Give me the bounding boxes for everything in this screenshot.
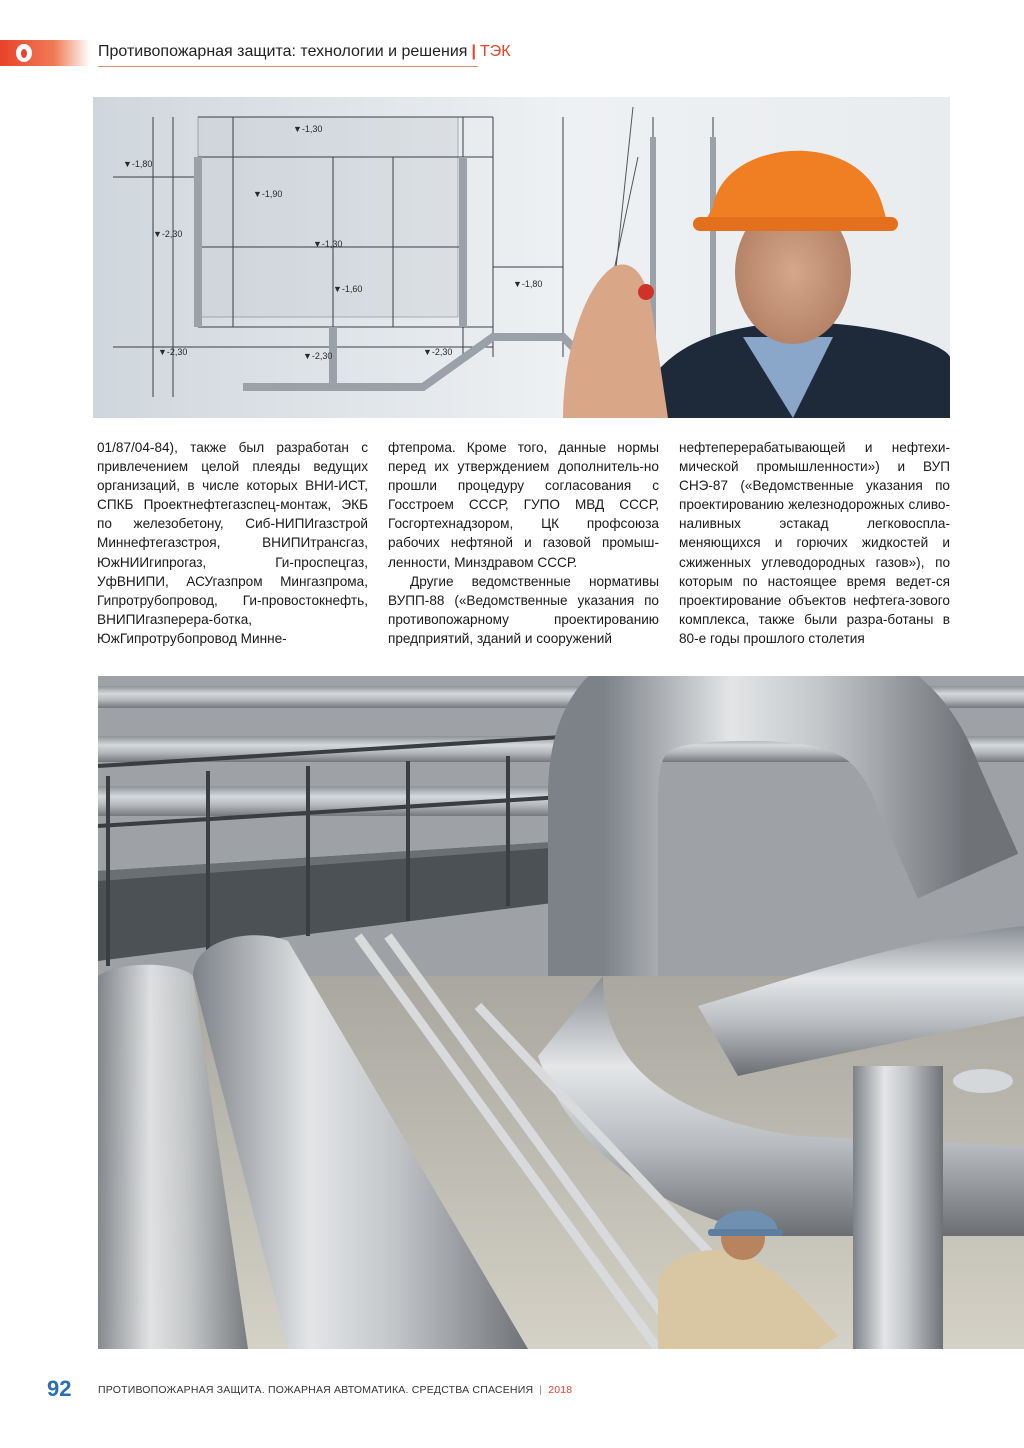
svg-text:▼-1,80: ▼-1,80 [123,159,153,169]
footer-year: 2018 [548,1384,573,1396]
text-column-2 [388,438,659,648]
svg-text:▼-2,30: ▼-2,30 [423,347,453,357]
svg-text:▼-2,30: ▼-2,30 [158,347,188,357]
flame-icon [16,44,32,62]
paragraph: 01/87/04-84), также был разработан с привлечением целой плеяды ведущих организаций, в числе которых ВНИ-ИСТ, СПКБ Проектнефтегазспец-монтаж, ЭКБ по железобетону, Сиб-НИПИгазстрой Миннефтегазстроя, ВНИПИтрансгаз, ЮжНИИгипрогаз, Ги-проспецгаз, УфВНИПИ, АСУгазпром Мингазпрома, Гипротрубопровод, Ги-провостокнефть, ВНИПИгазперера-ботка, ЮжГипротрубопровод Минне- [97,440,368,646]
page-header [0,40,1024,68]
paragraph: Другие ведомственные нормативы ВУПП-88 («Ведомственные указания по противопожарному проектированию предприятий, зданий и сооружений [388,573,659,646]
blueprint-illustration [93,97,950,418]
header-section: ТЭК [479,43,511,60]
text-column-1 [97,438,368,648]
header-title-line [98,43,511,61]
footer-separator: | [539,1384,543,1396]
page-number: 92 [47,1376,72,1401]
pipeline-illustration [98,676,1024,1349]
footer-journal: ПРОТИВОПОЖАРНАЯ ЗАЩИТА. ПОЖАРНАЯ АВТОМАТИКА. СРЕДСТВА СПАСЕНИЯ [98,1384,534,1396]
industrial-pipeline-photo [98,676,1024,1349]
svg-text:▼-1,30: ▼-1,30 [313,239,343,249]
paragraph: нефтеперерабатывающей и нефтехи-мической промышленности») и ВУП СНЭ-87 («Ведомственные указания по проектированию железнодорожных сливо-наливных эстакад легковоспла-меняющихся и горючих жидкостей и сжиженных углеводородных газов»), по которым по настоящее время ведет-ся проектирование объектов нефтега-зового комплекса, также были разра-ботаны в 80-е годы прошлого столетия [679,440,950,646]
page-footer [0,1374,1024,1404]
paragraph: фтепрома. Кроме того, данные нормы перед их утверждением дополнитель-но прошли процедуру согласования с Госстроем СССР, ГУПО МВД СССР, Госгортехнадзором, ЦК профсоюза рабочих нефтяной и газовой промыш-ленности, Минздравом СССР. [388,440,659,570]
svg-text:▼-1,80: ▼-1,80 [513,279,543,289]
header-underline [98,66,478,67]
header-title: Противопожарная защита: технологии и решения [98,43,468,60]
text-column-3 [679,438,950,648]
footer-journal-line [98,1384,572,1396]
header-separator: | [471,43,476,60]
svg-text:▼-1,30: ▼-1,30 [293,124,323,134]
svg-text:▼-2,30: ▼-2,30 [153,229,183,239]
svg-text:▼-1,60: ▼-1,60 [333,284,363,294]
engineer-blueprint-photo [93,97,950,418]
svg-text:▼-1,90: ▼-1,90 [253,189,283,199]
svg-text:▼-2,30: ▼-2,30 [303,351,333,361]
header-tab [0,40,90,66]
